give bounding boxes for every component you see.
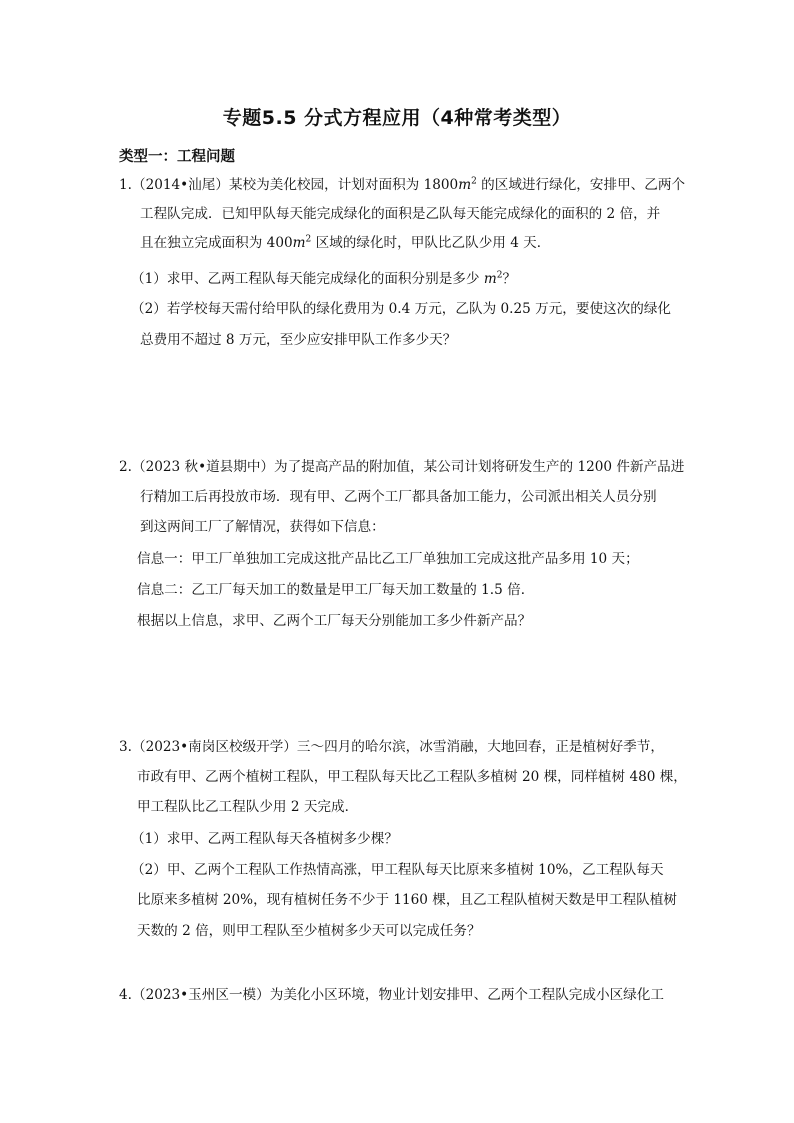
q1-text: 且在独立完成面积为 400 bbox=[140, 235, 293, 251]
q3-sub-2-line-1: （2）甲、乙两个工程队工作热情高涨，甲工程队每天比原来多植树 10%，乙工程队每天 bbox=[131, 862, 664, 878]
q4-line-1: 4.（2023•玉州区一模）为美化小区环境，物业计划安排甲、乙两个工程队完成小区绿化工 bbox=[119, 987, 664, 1003]
unit-m: m bbox=[483, 271, 497, 287]
q1-line-3 bbox=[140, 233, 550, 253]
q2-line-2: 行精加工后再投放市场．现有甲、乙两个工厂都具备加工能力，公司派出相关人员分别 bbox=[140, 489, 657, 505]
q2-info-1: 信息一：甲工厂单独加工完成这批产品比乙工厂单独加工完成这批产品多用 10 天； bbox=[137, 551, 639, 567]
q1-line-2: 工程队完成．已知甲队每天能完成绿化的面积是乙队每天能完成绿化的面积的 2 倍，并 bbox=[140, 206, 661, 222]
q1-text: 1.（2014•汕尾）某校为美化校园，计划对面积为 1800 bbox=[119, 177, 459, 193]
q1-sub1-text: ？ bbox=[502, 271, 517, 287]
q1-text: 的区域进行绿化，安排甲、乙两个 bbox=[476, 177, 686, 193]
exponent: 2 bbox=[471, 176, 477, 187]
exponent: 2 bbox=[305, 234, 312, 245]
unit-m: m bbox=[292, 235, 306, 251]
q3-sub-2-line-3: 天数的 2 倍，则甲工程队至少植树多少天可以完成任务？ bbox=[137, 923, 481, 939]
q1-sub1-text: （1）求甲、乙两工程队每天能完成绿化的面积分别是多少 bbox=[131, 271, 484, 287]
unit-m: m bbox=[458, 177, 472, 193]
q2-line-1: 2.（2023 秋•道县期中）为了提高产品的附加值，某公司计划将研发生产的 1200 件新产品进 bbox=[119, 459, 685, 475]
q1-sub-2-line-1: （2）若学校每天需付给甲队的绿化费用为 0.4 万元，乙队为 0.25 万元，要使这次的绿化 bbox=[131, 301, 672, 317]
page-title: 专题5.5 分式方程应用（4种常考类型） bbox=[222, 107, 572, 129]
q3-line-3: 甲工程队比乙工程队少用 2 天完成． bbox=[137, 799, 359, 815]
exponent: 2 bbox=[496, 270, 503, 281]
q2-info-2: 信息二：乙工厂每天加工的数量是甲工厂每天加工数量的 1.5 倍． bbox=[137, 582, 535, 598]
q3-sub-2-line-2: 比原来多植树 20%，现有植树任务不少于 1160 棵，且乙工程队植树天数是甲工程队植树 bbox=[137, 892, 677, 908]
q1-text: 区域的绿化时，甲队比乙队少用 4 天． bbox=[311, 235, 551, 251]
q2-line-3: 到这两间工厂了解情况，获得如下信息： bbox=[140, 519, 385, 535]
q2-question: 根据以上信息，求甲、乙两个工厂每天分别能加工多少件新产品？ bbox=[137, 613, 532, 629]
section-heading-engineering: 类型一：工程问题 bbox=[119, 149, 235, 165]
q1-sub-2-line-2: 总费用不超过 8 万元，至少应安排甲队工作多少天？ bbox=[140, 332, 457, 348]
q3-line-2: 市政有甲、乙两个植树工程队，甲工程队每天比乙工程队多植树 20 棵，同样植树 480 棵， bbox=[137, 769, 687, 785]
q1-sub-1 bbox=[131, 269, 516, 289]
q1-line-1 bbox=[119, 175, 685, 195]
q3-line-1: 3.（2023•南岗区校级开学）三～四月的哈尔滨，冰雪消融，大地回春，正是植树好季节， bbox=[119, 739, 664, 755]
q3-sub-1: （1）求甲、乙两工程队每天各植树多少棵？ bbox=[131, 831, 398, 847]
